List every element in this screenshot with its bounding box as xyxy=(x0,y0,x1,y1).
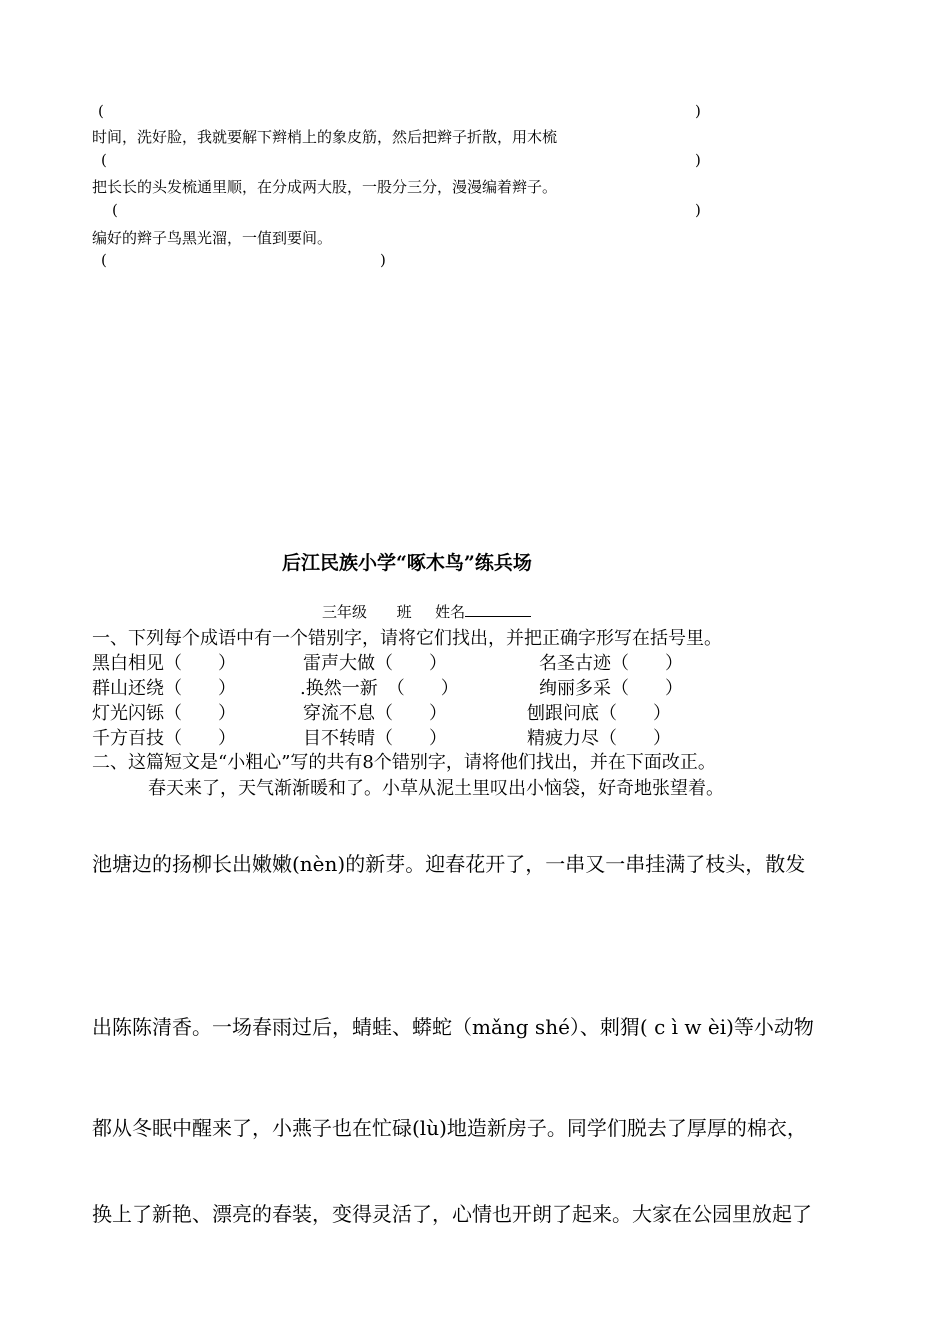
paren-open: ( xyxy=(112,201,118,219)
top-line-1: 时间，洗好脸，我就要解下辫梢上的象皮筋，然后把辫子折散，用木梳 xyxy=(92,128,558,146)
question2-instruction: 二、这篇短文是“小粗心”写的共有8个错别字，请将他们找出，并在下面改正。 xyxy=(92,752,716,773)
passage-line: 都从冬眠中醒来了，小燕子也在忙碌(lù)地造新房子。同学们脱去了厚厚的棉衣， xyxy=(92,1116,807,1140)
paren-open: ( xyxy=(98,102,104,120)
class-name-line xyxy=(322,600,531,622)
name-label: 姓名 xyxy=(435,603,466,621)
paren-open: ( xyxy=(101,151,107,169)
idiom-item: 名圣古迹（ ） xyxy=(539,653,683,674)
paren-close: ) xyxy=(695,201,701,219)
idiom-item: 灯光闪铄（ ） xyxy=(92,703,236,724)
page-title: 后江民族小学“啄木鸟”练兵场 xyxy=(282,552,532,574)
paren-close: ) xyxy=(695,102,701,120)
idiom-item: 千方百技（ ） xyxy=(92,728,236,749)
paren-close: ) xyxy=(380,251,386,269)
name-blank[interactable] xyxy=(465,600,531,617)
passage-line: 春天来了，天气渐渐暖和了。小草从泥土里叹出小恼袋，好奇地张望着。 xyxy=(148,778,724,799)
passage-line: 池塘边的扬柳长出嫩嫩(nèn)的新芽。迎春花开了，一串又一串挂满了枝头，散发 xyxy=(92,852,806,876)
top-line-3: 编好的辫子鸟黑光溜，一值到要间。 xyxy=(92,229,333,247)
idiom-item: 刨跟问底（ ） xyxy=(527,703,671,724)
idiom-item: 目不转晴（ ） xyxy=(303,728,447,749)
idiom-item: .换然一新 （ ） xyxy=(300,678,459,699)
passage-line: 换上了新艳、漂亮的春装，变得灵活了，心情也开朗了起来。大家在公园里放起了 xyxy=(92,1202,812,1226)
class-label: 班 xyxy=(396,603,412,621)
top-line-2: 把长长的头发梳通里顺，在分成两大股，一股分三分，漫漫编着辫子。 xyxy=(92,178,558,196)
idiom-item: 绚丽多采（ ） xyxy=(539,678,683,699)
idiom-item: 精疲力尽（ ） xyxy=(527,728,671,749)
paren-open: ( xyxy=(101,251,107,269)
question1-instruction: 一、下列每个成语中有一个错别字，请将它们找出，并把正确字形写在括号里。 xyxy=(92,628,722,649)
idiom-item: 雷声大做（ ） xyxy=(303,653,447,674)
passage-line: 出陈陈清香。一场春雨过后，蜻蛙、蟒蛇（mǎng shé）、刺猬( c ì w èi)等小动物 xyxy=(92,1015,814,1039)
idiom-item: 穿流不息（ ） xyxy=(303,703,447,724)
grade-label: 三年级 xyxy=(322,603,368,621)
paren-close: ) xyxy=(695,151,701,169)
idiom-item: 黑白相见（ ） xyxy=(92,653,236,674)
idiom-item: 群山还绕（ ） xyxy=(92,678,236,699)
